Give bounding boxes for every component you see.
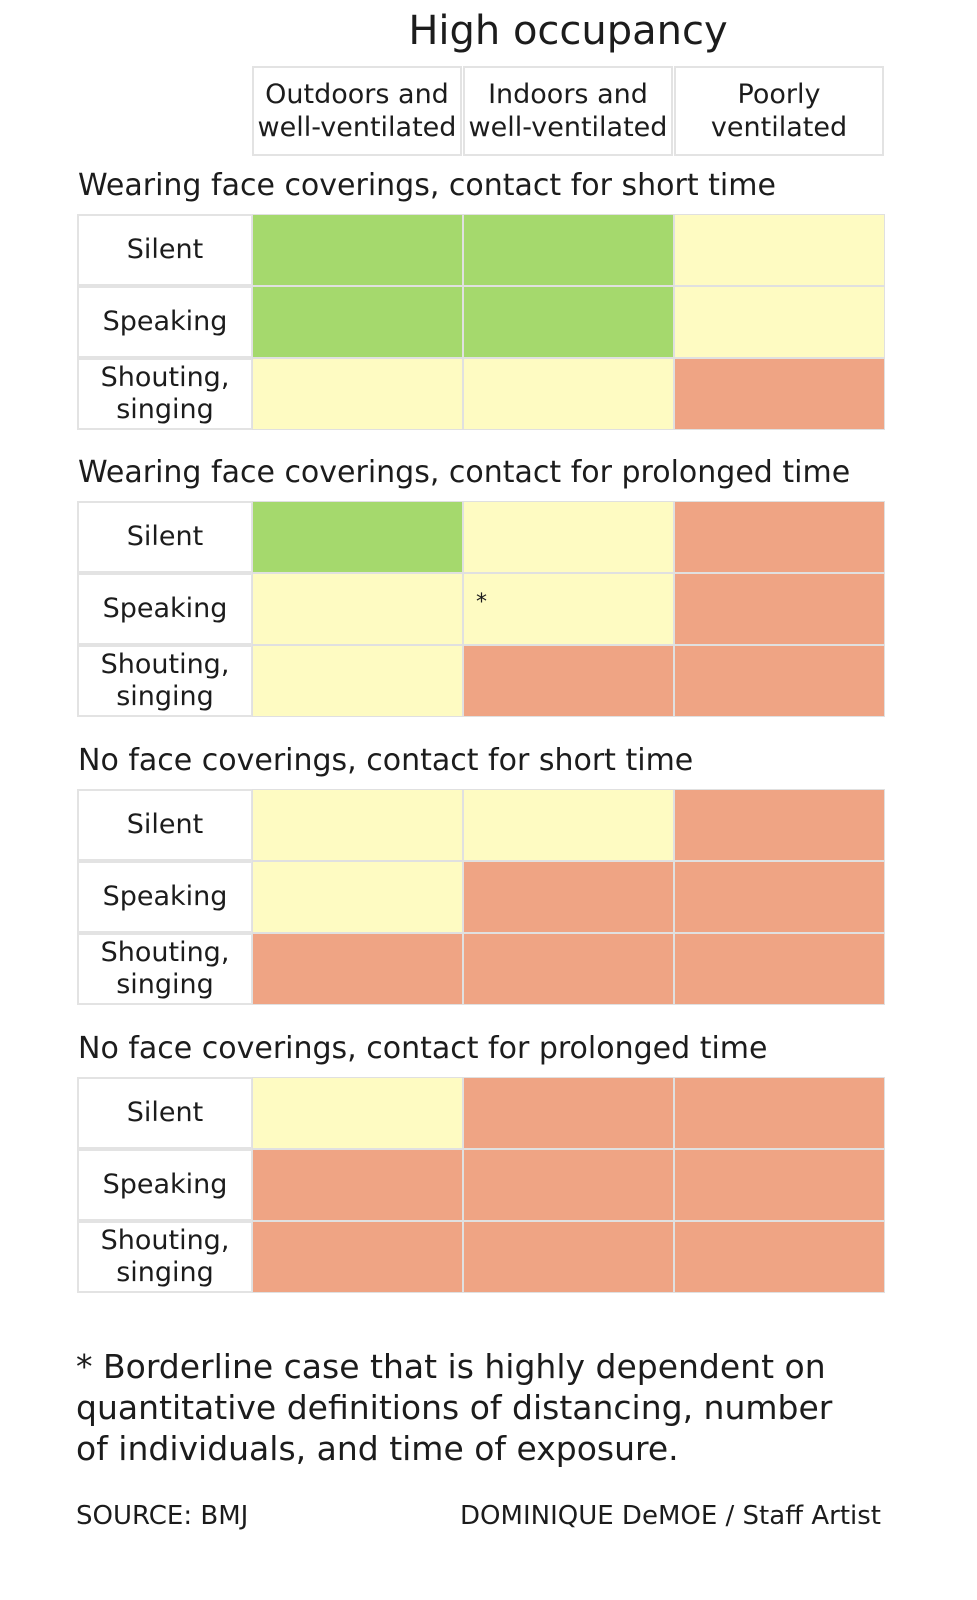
row-label: Speaking xyxy=(77,286,253,358)
risk-cell-high xyxy=(674,1077,885,1149)
risk-cell-high xyxy=(674,789,885,861)
artist-credit: DOMINIQUE DeMOE / Staff Artist xyxy=(460,1501,881,1531)
risk-cell-high xyxy=(463,1221,674,1293)
row-label: Silent xyxy=(77,501,253,573)
risk-cell-high xyxy=(463,933,674,1005)
risk-cell-high xyxy=(674,933,885,1005)
column-header-outdoors: Outdoors and well-ventilated xyxy=(252,66,462,156)
risk-cell-high xyxy=(674,861,885,933)
section-title: No face coverings, contact for short time xyxy=(78,743,694,778)
risk-cell-high xyxy=(674,1149,885,1221)
risk-cell-high xyxy=(252,933,463,1005)
row-label: Shouting, singing xyxy=(77,358,253,430)
risk-cell-medium xyxy=(252,358,463,430)
risk-cell-low xyxy=(252,286,463,358)
risk-cell-high xyxy=(674,1221,885,1293)
section-title: Wearing face coverings, contact for short time xyxy=(78,168,776,203)
row-label: Speaking xyxy=(77,573,253,645)
section-title: No face coverings, contact for prolonged time xyxy=(78,1031,768,1066)
row-label: Silent xyxy=(77,214,253,286)
column-header-poorly-ventilated: Poorly ventilated xyxy=(674,66,884,156)
risk-cell-medium xyxy=(674,214,885,286)
row-label: Shouting, singing xyxy=(77,645,253,717)
risk-cell-medium xyxy=(463,358,674,430)
row-label: Silent xyxy=(77,789,253,861)
risk-cell-high xyxy=(463,1077,674,1149)
risk-cell-low xyxy=(252,214,463,286)
footnote: * Borderline case that is highly dependent on quantitative definitions of distancing, number of individuals, and time of exposure. xyxy=(76,1347,833,1468)
risk-cell-high xyxy=(252,1221,463,1293)
row-label: Shouting, singing xyxy=(77,933,253,1005)
chart-title: High occupancy xyxy=(408,8,728,54)
source-credit: SOURCE: BMJ xyxy=(76,1501,249,1531)
row-label: Speaking xyxy=(77,861,253,933)
risk-cell-medium xyxy=(463,501,674,573)
risk-cell-medium xyxy=(463,573,674,645)
risk-cell-high xyxy=(252,1149,463,1221)
risk-cell-high xyxy=(674,501,885,573)
risk-cell-low xyxy=(463,286,674,358)
risk-cell-medium xyxy=(463,789,674,861)
risk-cell-medium xyxy=(674,286,885,358)
risk-cell-medium xyxy=(252,1077,463,1149)
row-label: Shouting, singing xyxy=(77,1221,253,1293)
risk-cell-medium xyxy=(252,573,463,645)
section-title: Wearing face coverings, contact for prolonged time xyxy=(78,455,851,490)
column-header-indoors: Indoors and well-ventilated xyxy=(463,66,673,156)
borderline-note-marker: * xyxy=(476,590,487,615)
risk-cell-medium xyxy=(252,789,463,861)
risk-cell-high xyxy=(674,358,885,430)
row-label: Silent xyxy=(77,1077,253,1149)
risk-cell-low xyxy=(463,214,674,286)
risk-cell-medium xyxy=(252,645,463,717)
row-label: Speaking xyxy=(77,1149,253,1221)
risk-cell-high xyxy=(463,1149,674,1221)
risk-cell-high xyxy=(463,645,674,717)
risk-cell-low xyxy=(252,501,463,573)
risk-cell-high xyxy=(674,645,885,717)
risk-cell-high xyxy=(463,861,674,933)
risk-cell-medium xyxy=(252,861,463,933)
risk-cell-high xyxy=(674,573,885,645)
